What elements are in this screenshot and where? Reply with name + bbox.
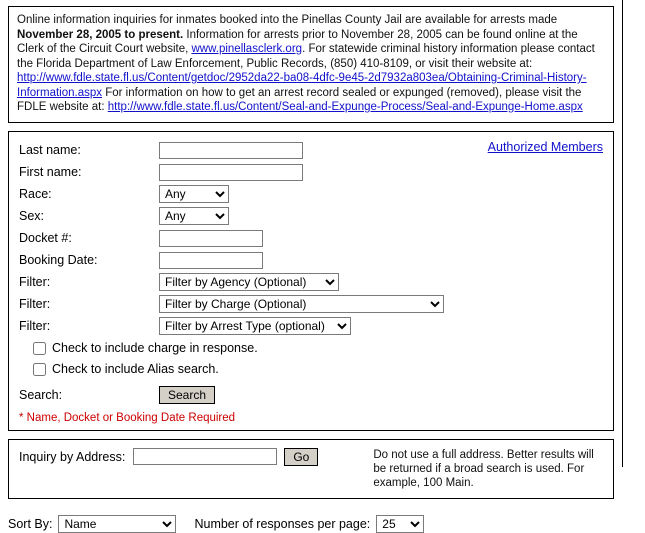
notice-text-2: Information for arrests prior to November 28, 2005 can be found online at the Clerk of the Circuit Court website, xyxy=(17,28,578,55)
sort-row xyxy=(8,515,622,533)
filter-agency-label: Filter: xyxy=(19,275,51,289)
first-name-input[interactable] xyxy=(159,164,303,181)
include-charge-label[interactable]: Check to include charge in response. xyxy=(52,341,258,355)
authorized-members-link[interactable]: Authorized Members xyxy=(487,139,603,154)
sort-by-label: Sort By: xyxy=(8,516,53,531)
notice-bold-date: November 28, 2005 to present. xyxy=(17,28,184,41)
include-charge-checkbox[interactable] xyxy=(33,342,46,355)
docket-input[interactable] xyxy=(159,230,263,247)
responses-per-page-label: Number of responses per page: xyxy=(194,516,371,531)
booking-date-label: Booking Date: xyxy=(19,253,98,267)
address-inquiry-box xyxy=(8,439,614,499)
address-label: Inquiry by Address: xyxy=(19,449,126,464)
address-input-group xyxy=(19,448,318,466)
row-docket xyxy=(19,228,603,249)
filter-agency-select[interactable] xyxy=(159,273,339,291)
sex-label: Sex: xyxy=(19,209,45,223)
race-select[interactable] xyxy=(159,185,229,203)
fdle-seal-expunge-link[interactable]: http://www.fdle.state.fl.us/Content/Seal-and-Expunge-Process/Seal-and-Expunge-Home.aspx xyxy=(107,101,583,113)
sex-select[interactable] xyxy=(159,207,229,225)
row-include-charge xyxy=(33,339,603,358)
responses-per-page-select[interactable] xyxy=(376,515,424,533)
pinellasclerk-link[interactable]: www.pinellasclerk.org xyxy=(191,43,303,55)
filter-arrest-type-select[interactable] xyxy=(159,317,351,335)
row-search xyxy=(19,383,603,407)
booking-date-input[interactable] xyxy=(159,252,263,269)
row-filter-arrest xyxy=(19,316,603,337)
docket-label: Docket #: xyxy=(19,231,72,245)
address-input[interactable] xyxy=(133,448,277,465)
address-note: Do not use a full address. Better results will be returned if a broad search is used. For example, 100 Main. xyxy=(373,448,594,489)
sort-by-select[interactable] xyxy=(58,515,176,533)
search-form-box xyxy=(8,131,614,431)
search-button[interactable]: Search xyxy=(159,386,215,404)
include-alias-label[interactable]: Check to include Alias search. xyxy=(52,362,219,376)
notice-text-3: . For statewide criminal history information please contact the Florida Department of Law Enforcement, Public Records, (850) 410-8109, or visit their website at: xyxy=(17,43,595,70)
row-first-name xyxy=(19,162,603,183)
right-gutter xyxy=(624,0,645,467)
last-name-label: Last name: xyxy=(19,143,81,157)
race-label: Race: xyxy=(19,187,52,201)
required-note: * Name, Docket or Booking Date Required xyxy=(19,411,236,424)
row-race xyxy=(19,184,603,205)
notice-text-1: Online information inquiries for inmates booked into the Pinellas County Jail are available for arrests made xyxy=(17,14,558,26)
row-sex xyxy=(19,206,603,227)
filter-charge-label: Filter: xyxy=(19,297,51,311)
row-filter-charge xyxy=(19,294,603,315)
include-alias-checkbox[interactable] xyxy=(33,363,46,376)
row-booking-date xyxy=(19,250,603,271)
row-include-alias xyxy=(33,360,603,379)
fdle-criminal-history-link[interactable]: http://www.fdle.state.fl.us/Content/getdoc/2952da22-ba08-4dfc-9e45-2d7932a803ea/Obtaining-Criminal-History-Information.aspx xyxy=(17,72,587,99)
notice-box xyxy=(8,6,614,123)
row-filter-agency xyxy=(19,272,603,293)
filter-arrest-label: Filter: xyxy=(19,319,51,333)
last-name-input[interactable] xyxy=(159,142,303,159)
search-label: Search: xyxy=(19,387,63,402)
address-go-button[interactable]: Go xyxy=(284,448,318,466)
filter-charge-select[interactable] xyxy=(159,295,444,313)
first-name-label: First name: xyxy=(19,165,82,179)
notice-text-4: For information on how to get an arrest record sealed or expunged (removed), please visit the FDLE website at: xyxy=(17,86,582,113)
